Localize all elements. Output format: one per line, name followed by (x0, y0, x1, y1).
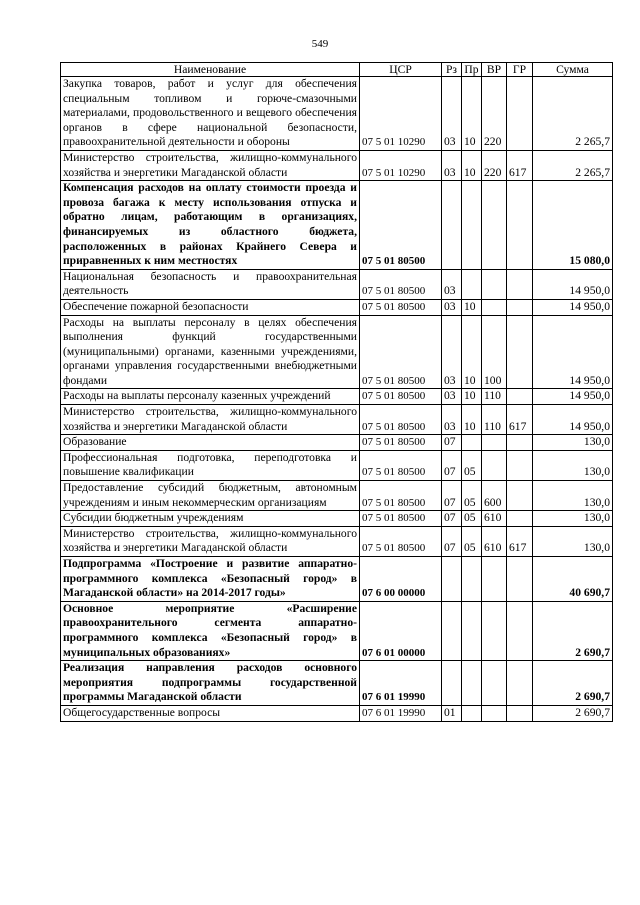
cell-sum: 130,0 (533, 481, 613, 511)
cell-csr: 07 5 01 80500 (360, 269, 442, 299)
cell-vr (482, 661, 507, 706)
cell-rz (442, 661, 462, 706)
cell-csr: 07 5 01 80500 (360, 315, 442, 389)
cell-rz (442, 181, 462, 270)
cell-csr: 07 5 01 80500 (360, 450, 442, 480)
cell-csr: 07 5 01 10290 (360, 150, 442, 180)
cell-gr (507, 601, 533, 660)
cell-name: Предоставление субсидий бюджетным, автономным учреждениям и иным некоммерческим организациям (61, 481, 360, 511)
table-row (61, 481, 613, 511)
cell-gr (507, 299, 533, 315)
cell-sum: 2 265,7 (533, 150, 613, 180)
cell-vr (482, 601, 507, 660)
cell-name: Образование (61, 435, 360, 451)
cell-gr (507, 181, 533, 270)
cell-pr: 10 (462, 77, 482, 151)
cell-pr (462, 181, 482, 270)
table-row (61, 511, 613, 527)
column-header-vr: ВР (482, 63, 507, 77)
column-header-pr: Пр (462, 63, 482, 77)
cell-name: Профессиональная подготовка, переподготовка и повышение квалификации (61, 450, 360, 480)
cell-vr (482, 269, 507, 299)
cell-sum: 2 690,7 (533, 705, 613, 721)
page-number: 549 (311, 38, 329, 50)
cell-name: Реализация направления расходов основного мероприятия подпрограммы государственной программы Магаданской области (61, 661, 360, 706)
table-body (61, 77, 613, 722)
cell-rz: 07 (442, 481, 462, 511)
cell-rz: 03 (442, 269, 462, 299)
cell-sum: 130,0 (533, 450, 613, 480)
cell-sum: 130,0 (533, 511, 613, 527)
cell-vr (482, 450, 507, 480)
cell-rz: 03 (442, 299, 462, 315)
cell-pr: 05 (462, 450, 482, 480)
cell-rz (442, 601, 462, 660)
cell-pr: 05 (462, 511, 482, 527)
cell-csr: 07 6 00 00000 (360, 557, 442, 602)
cell-vr: 110 (482, 389, 507, 405)
cell-name: Расходы на выплаты персоналу казенных учреждений (61, 389, 360, 405)
cell-pr (462, 435, 482, 451)
table-row (61, 435, 613, 451)
cell-sum: 2 265,7 (533, 77, 613, 151)
cell-sum: 130,0 (533, 435, 613, 451)
cell-pr (462, 557, 482, 602)
cell-rz: 07 (442, 526, 462, 556)
cell-vr: 610 (482, 511, 507, 527)
cell-vr: 600 (482, 481, 507, 511)
cell-rz (442, 557, 462, 602)
cell-gr (507, 511, 533, 527)
cell-pr (462, 601, 482, 660)
cell-gr (507, 557, 533, 602)
cell-name: Расходы на выплаты персоналу в целях обеспечения выполнения функций государственными (муниципальными) органами, казенными учреждениями, органами управления государственными внебюджетными фондами (61, 315, 360, 389)
table-row (61, 77, 613, 151)
cell-sum: 14 950,0 (533, 405, 613, 435)
cell-rz: 07 (442, 435, 462, 451)
cell-csr: 07 6 01 19990 (360, 705, 442, 721)
cell-sum: 130,0 (533, 526, 613, 556)
cell-vr (482, 435, 507, 451)
column-header-rz: Рз (442, 63, 462, 77)
cell-sum: 2 690,7 (533, 661, 613, 706)
cell-name: Компенсация расходов на оплату стоимости проезда и провоза багажа к месту использования отпуска и обратно лицам, работающим в организациях, финансируемых из областного бюджета, расположенных в районах Крайнего Севера и приравненных к ним местностях (61, 181, 360, 270)
cell-csr: 07 5 01 80500 (360, 389, 442, 405)
cell-gr (507, 435, 533, 451)
cell-rz: 07 (442, 450, 462, 480)
table-row (61, 557, 613, 602)
cell-rz: 03 (442, 77, 462, 151)
table-row (61, 601, 613, 660)
cell-vr: 100 (482, 315, 507, 389)
cell-csr: 07 5 01 80500 (360, 511, 442, 527)
column-header-sum: Сумма (533, 63, 613, 77)
cell-pr: 05 (462, 526, 482, 556)
cell-vr (482, 299, 507, 315)
cell-gr (507, 705, 533, 721)
cell-vr: 610 (482, 526, 507, 556)
cell-csr: 07 6 01 00000 (360, 601, 442, 660)
cell-vr (482, 557, 507, 602)
budget-table (60, 62, 613, 722)
cell-name: Основное мероприятие «Расширение правоохранительного сегмента аппаратно-программного комплекса «Безопасный город» в муниципальных образованиях» (61, 601, 360, 660)
cell-csr: 07 5 01 80500 (360, 526, 442, 556)
cell-sum: 14 950,0 (533, 299, 613, 315)
cell-gr (507, 661, 533, 706)
cell-csr: 07 5 01 10290 (360, 77, 442, 151)
table-header-row (61, 63, 613, 77)
cell-sum: 14 950,0 (533, 269, 613, 299)
cell-gr (507, 450, 533, 480)
column-header-name: Наименование (61, 63, 360, 77)
cell-rz: 03 (442, 315, 462, 389)
column-header-gr: ГР (507, 63, 533, 77)
cell-pr: 10 (462, 315, 482, 389)
cell-pr (462, 705, 482, 721)
cell-rz: 03 (442, 389, 462, 405)
cell-sum: 14 950,0 (533, 315, 613, 389)
cell-sum: 40 690,7 (533, 557, 613, 602)
cell-vr (482, 181, 507, 270)
cell-csr: 07 6 01 19990 (360, 661, 442, 706)
cell-csr: 07 5 01 80500 (360, 299, 442, 315)
cell-name: Закупка товаров, работ и услуг для обеспечения специальным топливом и горюче-смазочными материалами, продовольственного и вещевого обеспечения органов в сфере национальной безопасности, правоохранительной деятельности и обороны (61, 77, 360, 151)
cell-name: Субсидии бюджетным учреждениям (61, 511, 360, 527)
cell-rz: 07 (442, 511, 462, 527)
table-row (61, 150, 613, 180)
cell-gr: 617 (507, 150, 533, 180)
cell-pr: 10 (462, 150, 482, 180)
cell-name: Подпрограмма «Построение и развитие аппаратно-программного комплекса «Безопасный город» в Магаданской области» на 2014-2017 годы» (61, 557, 360, 602)
table-row (61, 450, 613, 480)
table-row (61, 389, 613, 405)
cell-pr: 05 (462, 481, 482, 511)
cell-vr: 220 (482, 77, 507, 151)
cell-name: Министерство строительства, жилищно-коммунального хозяйства и энергетики Магаданской области (61, 405, 360, 435)
table-row (61, 526, 613, 556)
cell-csr: 07 5 01 80500 (360, 181, 442, 270)
cell-name: Национальная безопасность и правоохранительная деятельность (61, 269, 360, 299)
cell-sum: 15 080,0 (533, 181, 613, 270)
cell-gr (507, 315, 533, 389)
cell-vr: 220 (482, 150, 507, 180)
table-row (61, 661, 613, 706)
cell-csr: 07 5 01 80500 (360, 481, 442, 511)
table-row (61, 299, 613, 315)
cell-pr (462, 269, 482, 299)
table-row (61, 405, 613, 435)
cell-gr: 617 (507, 526, 533, 556)
cell-name: Министерство строительства, жилищно-коммунального хозяйства и энергетики Магаданской области (61, 150, 360, 180)
cell-name: Обеспечение пожарной безопасности (61, 299, 360, 315)
cell-gr (507, 389, 533, 405)
cell-pr: 10 (462, 405, 482, 435)
table-row (61, 315, 613, 389)
cell-name: Общегосударственные вопросы (61, 705, 360, 721)
cell-pr (462, 661, 482, 706)
cell-pr: 10 (462, 389, 482, 405)
cell-vr: 110 (482, 405, 507, 435)
cell-gr (507, 269, 533, 299)
cell-vr (482, 705, 507, 721)
cell-gr (507, 481, 533, 511)
cell-csr: 07 5 01 80500 (360, 435, 442, 451)
cell-pr: 10 (462, 299, 482, 315)
table-row (61, 705, 613, 721)
cell-gr (507, 77, 533, 151)
cell-sum: 14 950,0 (533, 389, 613, 405)
table-row (61, 181, 613, 270)
cell-rz: 03 (442, 405, 462, 435)
cell-name: Министерство строительства, жилищно-коммунального хозяйства и энергетики Магаданской области (61, 526, 360, 556)
table-row (61, 269, 613, 299)
cell-gr: 617 (507, 405, 533, 435)
cell-csr: 07 5 01 80500 (360, 405, 442, 435)
cell-rz: 03 (442, 150, 462, 180)
cell-sum: 2 690,7 (533, 601, 613, 660)
column-header-csr: ЦСР (360, 63, 442, 77)
cell-rz: 01 (442, 705, 462, 721)
